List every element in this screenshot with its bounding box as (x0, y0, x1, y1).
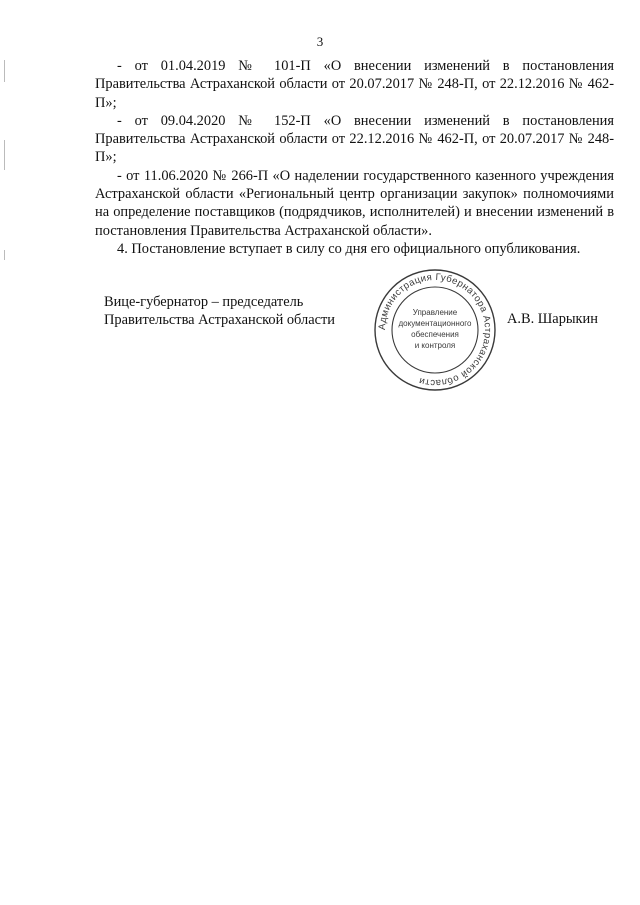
signer-name: А.В. Шарыкин (507, 311, 598, 327)
signer-title-line1: Вице-губернатор – председатель (104, 294, 304, 310)
seal-inner-line-2: документационного (398, 319, 472, 328)
paragraph-amendment-152: - от 09.04.2020 № 152-П «О внесении изменений в постановления Правительства Астраханской области от 22.12.2016 № 462-П, от 20.07.2017 № 248-П»; (95, 112, 614, 166)
seal-inner-line-3: обеспечения (411, 330, 459, 339)
signer-title (104, 293, 335, 330)
signer-title-line2: Правительства Астраханской области (104, 312, 335, 329)
paragraph-entry-into-force: 4. Постановление вступает в силу со дня его официального опубликования. (117, 240, 581, 257)
official-seal (373, 268, 497, 392)
document-body (95, 57, 614, 258)
page-number: 3 (316, 34, 324, 49)
paragraph-amendment-266: - от 11.06.2020 № 266-П «О наделении государственного казенного учреждения Астраханской области «Региональный центр организации закупок» полномочиями на определение поставщиков (подрядчиков, исполнителей) и внесении изменений в постановления Правительства Астраханской области». (95, 167, 614, 239)
seal-inner-line-1: Управление (412, 308, 458, 317)
seal-outer-text: Администрация Губернатора Астраханской области (376, 271, 494, 389)
seal-inner-line-4: и контроля (414, 341, 456, 350)
paragraph-amendment-101: - от 01.04.2019 № 101-П «О внесении изменений в постановления Правительства Астраханской области от 20.07.2017 № 248-П, от 22.12.2016 № 462-П»; (95, 58, 614, 111)
left-margin-marks (0, 0, 10, 905)
